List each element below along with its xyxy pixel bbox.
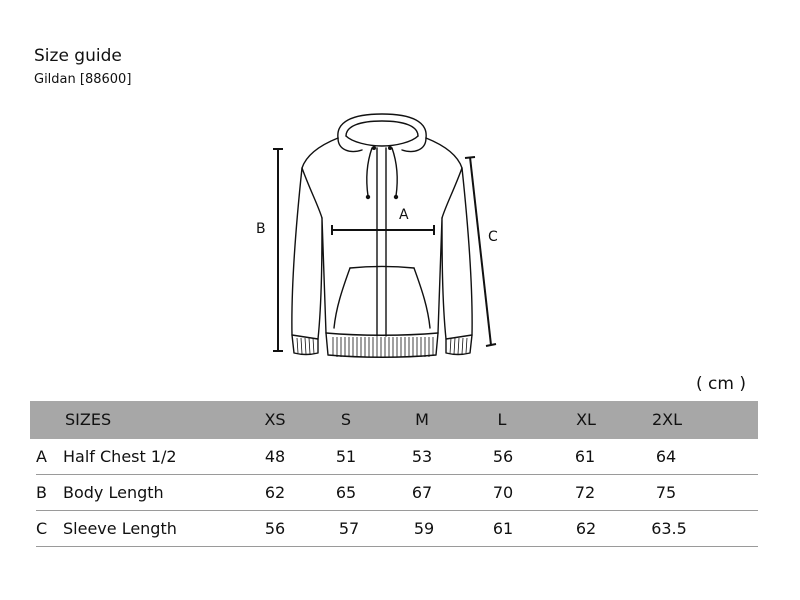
table-row: [36, 511, 758, 547]
size-m-header: M: [415, 410, 429, 429]
table-row: [36, 439, 758, 475]
size-xs-header: XS: [264, 410, 286, 429]
table-cell: 62: [575, 519, 597, 538]
size-xl-header: XL: [576, 410, 596, 429]
unit-label: ( cm ): [696, 374, 746, 394]
table-cell: 51: [335, 447, 357, 466]
table-header: [30, 401, 758, 439]
hoodie-diagram: [240, 100, 520, 370]
product-name: Gildan [88600]: [34, 72, 132, 87]
measure-a-label: A: [399, 207, 409, 223]
table-cell: 53: [411, 447, 433, 466]
table-cell: 56: [264, 519, 286, 538]
page-title: Size guide: [34, 46, 122, 66]
row-code: C: [36, 519, 48, 538]
row-code: A: [36, 447, 47, 466]
table-cell: 72: [574, 483, 596, 502]
table-cell: 63.5: [651, 519, 687, 538]
size-s-header: S: [340, 410, 352, 429]
row-label: Sleeve Length: [63, 519, 177, 538]
table-cell: 70: [492, 483, 514, 502]
size-table: [30, 401, 758, 547]
table-cell: 64: [655, 447, 677, 466]
row-label: Body Length: [63, 483, 164, 502]
table-cell: 62: [264, 483, 286, 502]
table-cell: 75: [655, 483, 677, 502]
table-cell: 61: [574, 447, 596, 466]
table-cell: 65: [335, 483, 357, 502]
row-code: B: [36, 483, 47, 502]
table-cell: 48: [264, 447, 286, 466]
table-cell: 67: [411, 483, 433, 502]
table-cell: 59: [413, 519, 435, 538]
size-2xl-header: 2XL: [651, 410, 683, 429]
size-l-header: L: [497, 410, 507, 429]
measure-c-label: C: [488, 229, 498, 245]
table-row: [36, 475, 758, 511]
table-cell: 57: [338, 519, 360, 538]
table-cell: 56: [492, 447, 514, 466]
measure-b-label: B: [256, 221, 266, 237]
row-label: Half Chest 1/2: [63, 447, 177, 466]
table-cell: 61: [492, 519, 514, 538]
sizes-header: SIZES: [65, 410, 112, 429]
